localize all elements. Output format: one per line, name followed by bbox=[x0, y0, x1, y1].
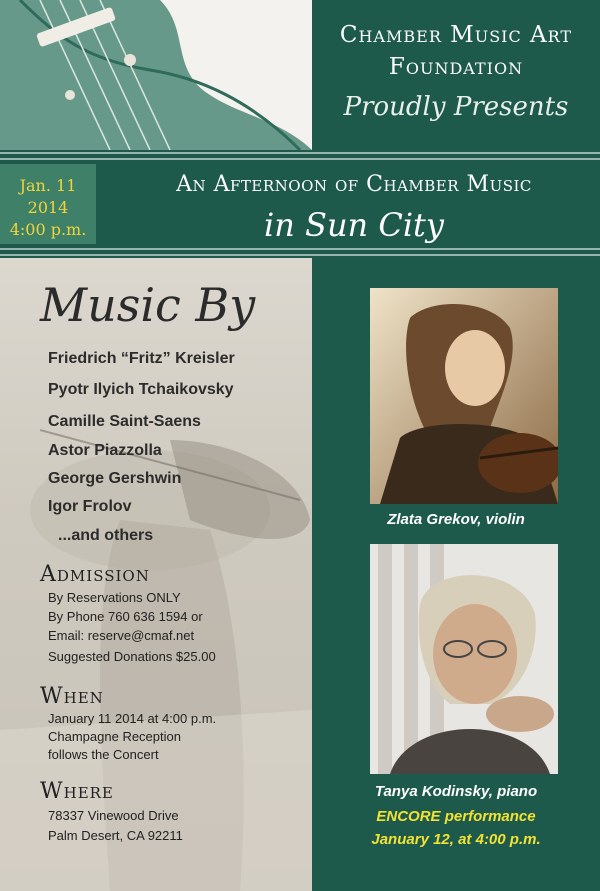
band-stripe-top bbox=[0, 152, 600, 154]
org-name-line2: Foundation bbox=[388, 54, 524, 80]
pianist-caption: Tanya Kodinsky, piano bbox=[374, 783, 538, 800]
admission-donation: Suggested Donations $25.00 bbox=[48, 649, 216, 664]
event-title: An Afternoon of Chamber Music bbox=[176, 172, 532, 197]
admission-email: Email: reserve@cmaf.net bbox=[48, 628, 195, 643]
when-heading: When bbox=[40, 684, 104, 709]
admission-phone: By Phone 760 636 1594 or bbox=[48, 609, 203, 624]
when-date: January 11 2014 at 4:00 p.m. bbox=[48, 711, 217, 726]
band-stripe-bottom-2 bbox=[0, 254, 600, 256]
date-line3: 4:00 p.m. bbox=[9, 220, 87, 239]
presents-text: Proudly Presents bbox=[343, 92, 569, 122]
admission-line: By Reservations ONLY bbox=[48, 590, 181, 605]
where-street: 78337 Vinewood Drive bbox=[48, 808, 179, 823]
when-follows: follows the Concert bbox=[48, 747, 159, 762]
music-by-heading: Music By bbox=[40, 278, 256, 332]
event-subtitle: in Sun City bbox=[264, 206, 444, 244]
composer-piazzolla: Astor Piazzolla bbox=[48, 442, 162, 459]
composer-others: ...and others bbox=[58, 527, 154, 544]
composer-frolov: Igor Frolov bbox=[48, 498, 132, 515]
pianist-photo bbox=[370, 544, 558, 774]
violinist-photo bbox=[370, 288, 558, 504]
date-line2: 2014 bbox=[27, 198, 69, 217]
composer-gershwin: George Gershwin bbox=[48, 470, 182, 487]
violinist-caption: Zlata Grekov, violin bbox=[387, 511, 525, 528]
when-reception: Champagne Reception bbox=[48, 729, 181, 744]
composer-tchaikovsky: Pyotr Ilyich Tchaikovsky bbox=[48, 381, 234, 398]
composer-kreisler: Friedrich “Fritz” Kreisler bbox=[48, 350, 235, 367]
composer-saint-saens: Camille Saint-Saens bbox=[48, 413, 201, 430]
admission-heading: Admission bbox=[40, 562, 150, 587]
date-line1: Jan. 11 bbox=[19, 176, 77, 195]
band-stripe-bottom bbox=[0, 248, 600, 250]
encore-label: ENCORE performance bbox=[376, 808, 536, 825]
band-stripe-top-2 bbox=[0, 158, 600, 160]
where-heading: Where bbox=[40, 779, 114, 804]
org-name-line1: Chamber Music Art bbox=[339, 22, 573, 48]
encore-date: January 12, at 4:00 p.m. bbox=[371, 831, 541, 848]
where-city: Palm Desert, CA 92211 bbox=[48, 828, 183, 843]
violin-illustration bbox=[0, 0, 312, 150]
